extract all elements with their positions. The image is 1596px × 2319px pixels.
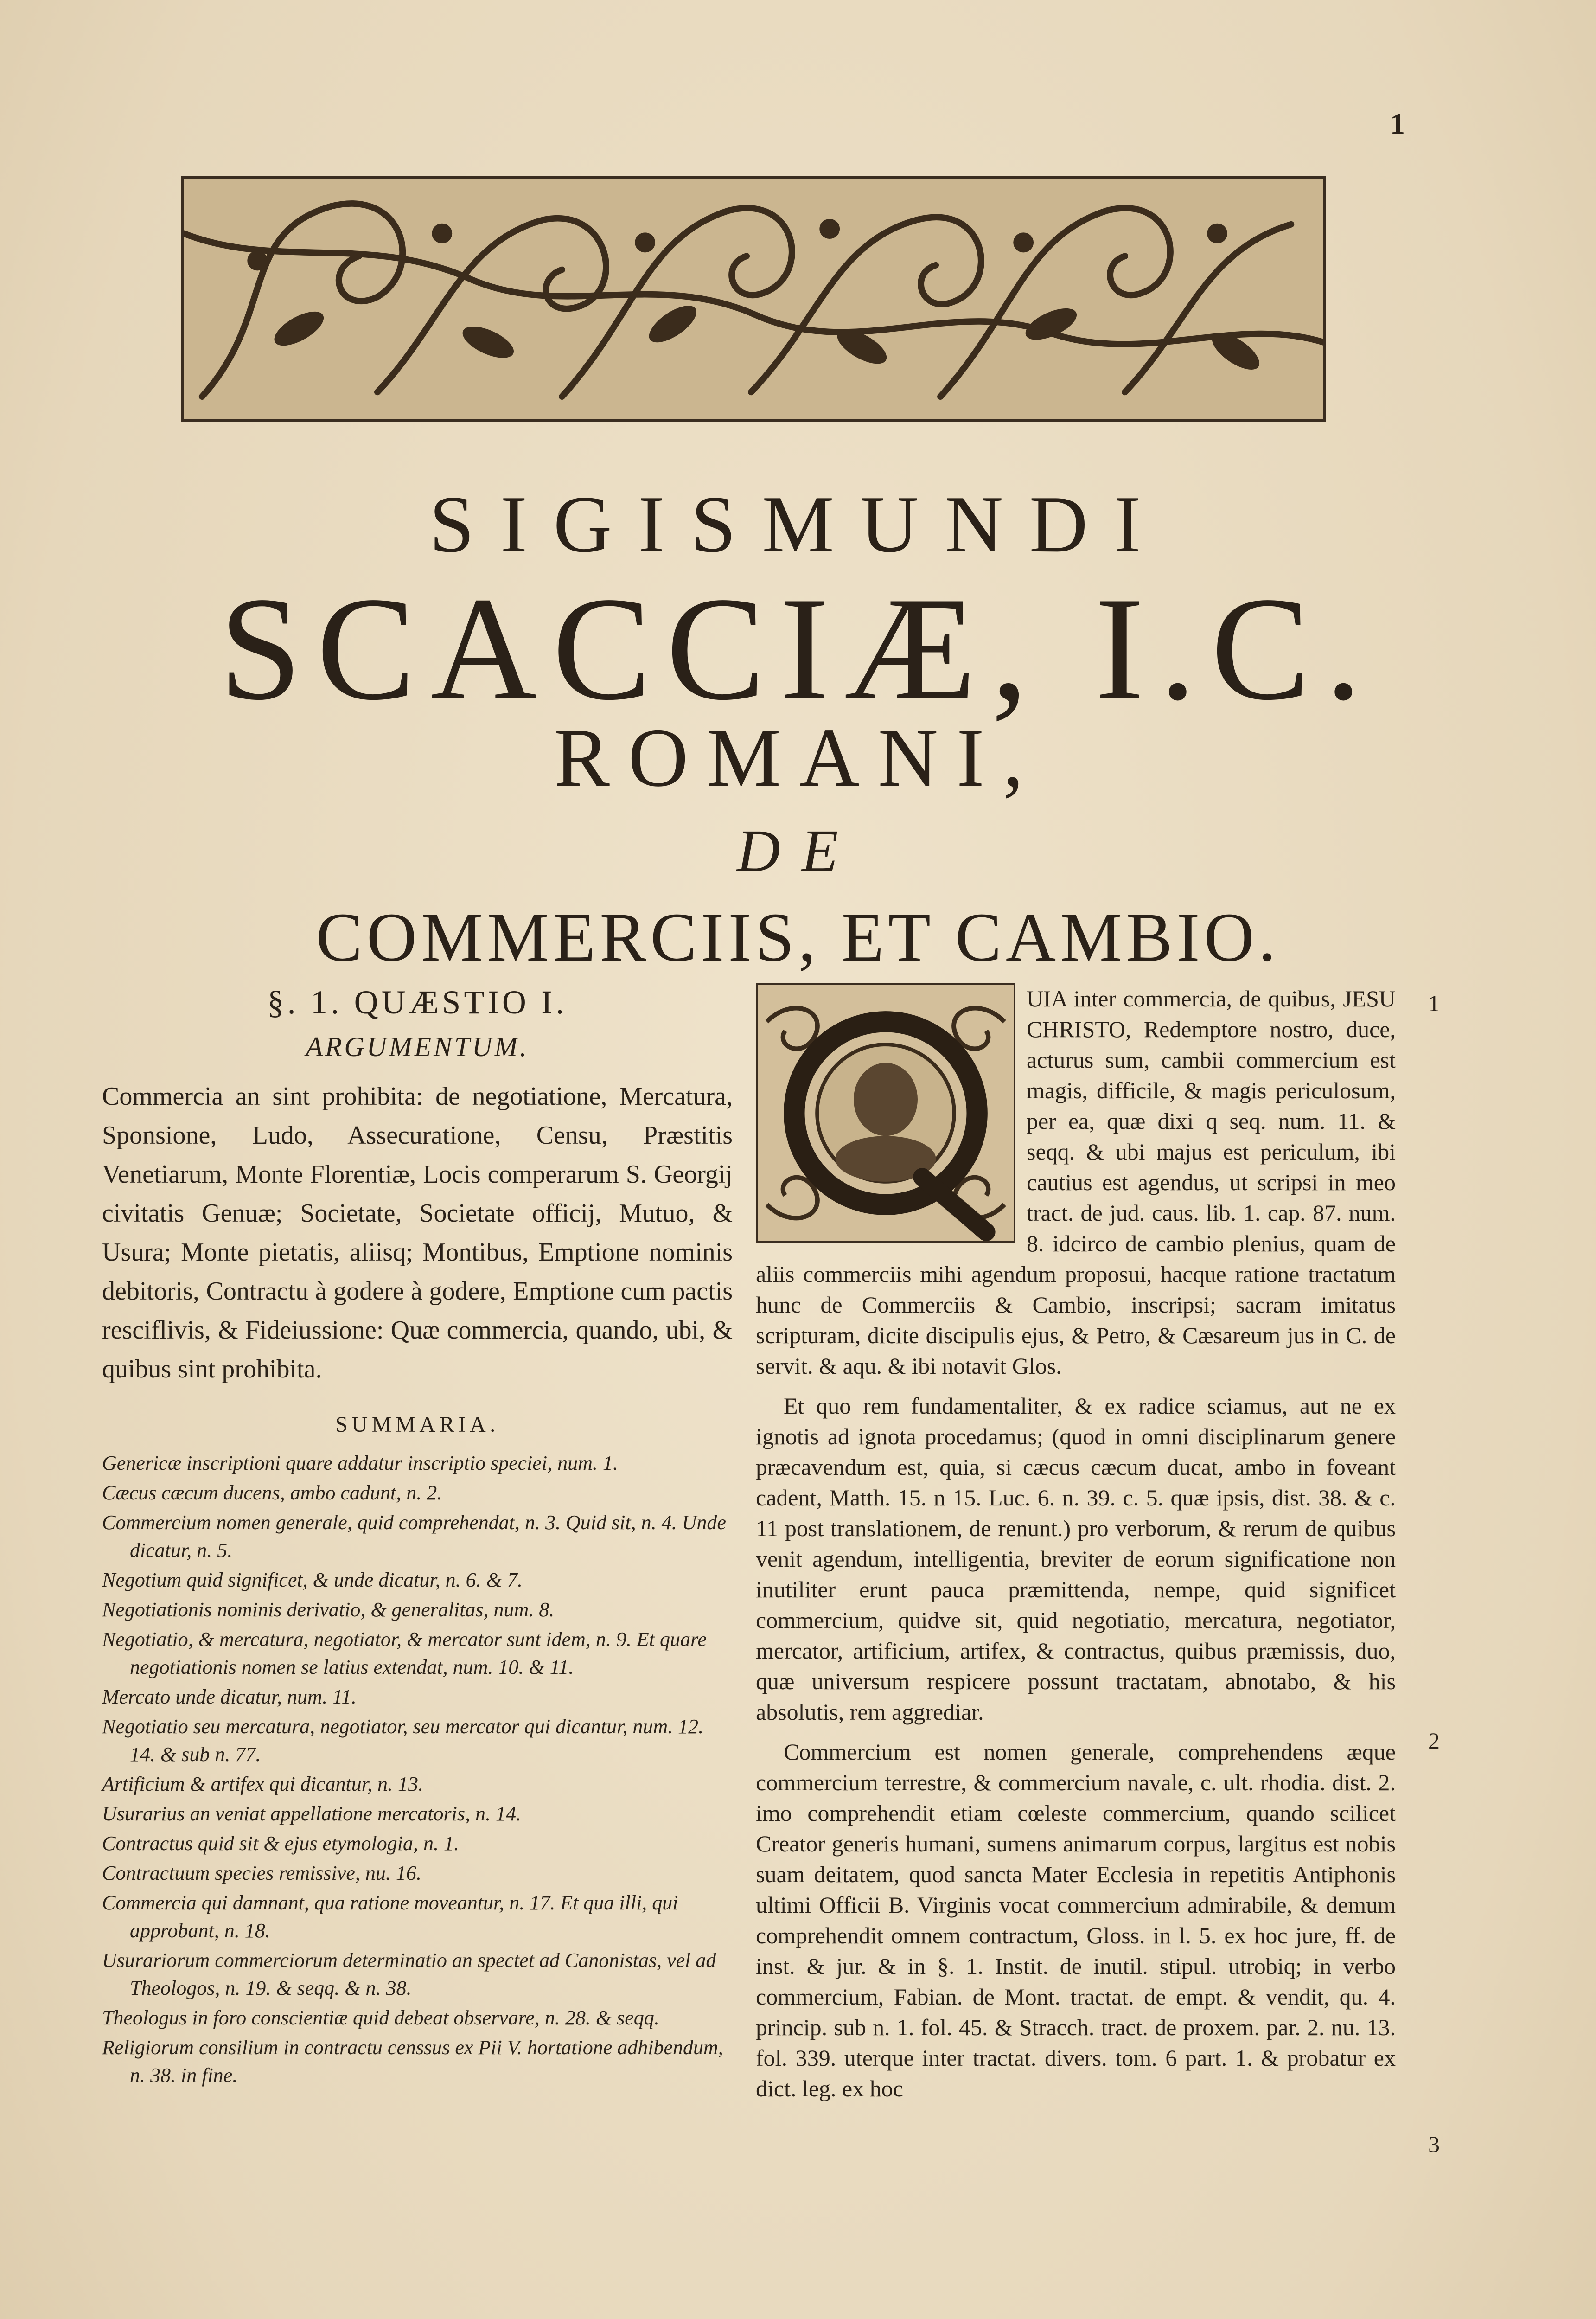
summary-item: Usurariorum commerciorum determinatio an spectet ad Canonistas, vel ad Theologos, n. 19. & seqq. & n. 38. <box>102 1949 716 1999</box>
title-line-3: ROMANI, <box>554 711 1042 804</box>
summary-item: Negotiatio, & mercatura, negotiator, & mercator sunt idem, n. 9. Et quare negotiationis nomen se latius extendat, num. 10. & 11. <box>102 1628 707 1678</box>
title-work-name: COMMERCIIS, ET CAMBIO. <box>316 899 1280 976</box>
summary-item: Genericæ inscriptioni quare addatur inscriptio speciei, num. 1. <box>102 1452 618 1474</box>
summaria-heading: SUMMARIA. <box>335 1412 499 1437</box>
argument-heading: ARGUMENTUM. <box>306 1031 529 1062</box>
summary-item: Theologus in foro conscientiæ quid debeat observare, n. 28. & seqq. <box>102 2006 659 2029</box>
body-paragraph-3: Commercium est nomen generale, comprehendens æque commercium terrestre, & commercium navale, c. ult. rhodia. dist. 2. imo comprehendit etiam cœleste commercium, quando scilicet Creator generis humani, sumens animarum corpus, largitus est nobis suam deitatem, quod sancta Mater Ecclesia in repetitis Antiphonis ultimi Officii B. Virginis vocat commercium admirabile, & demum comprehendit omnem contractum, Gloss. in l. 5. ex hoc jure, ff. de inst. & jur. & in §. 1. Instit. de inutil. stipul. utrobiq; in verbo commercium, Fabian. de Mont. tractat. de empt. & vendit, qu. 4. princip. sub n. 1. fol. 45. & Stracch. tract. de proxem. par. 2. nu. 13. fol. 339. uterque inter tractat. divers. tom. 6 part. 1. & probatur ex dict. leg. ex hoc <box>756 1739 1396 2101</box>
page-number: 1 <box>1390 107 1405 140</box>
summary-item: Commercium nomen generale, quid comprehendat, n. 3. Quid sit, n. 4. Unde dicatur, n. 5. <box>102 1511 726 1562</box>
summary-item: Mercato unde dicatur, num. 11. <box>102 1685 357 1708</box>
summary-item: Negotiationis nominis derivatio, & generalitas, num. 8. <box>102 1598 555 1621</box>
body-paragraph-1: UIA inter commercia, de quibus, JESU CHRISTO, Redemptore nostro, duce, acturus sum, cambii commercium est magis, difficile, & magis periculosum, per ea, quæ dixi q seq. num. 11. & seqq. & ubi majus est periculum, ibi cautius est agendus, ut scripsi in meo tract. de jud. caus. lib. 1. cap. 87. num. 8. idcirco de cambio plenius, quam de aliis commerciis mihi agendum proposui, hacque ratione tractatum hunc de Commerciis & Cambio, inscripsi; sacram imitatus scripturam, dicite discipulis ejus, & Petro, & Cæsareum jus in C. de servit. & aqu. & ibi notavit Glos. <box>756 986 1396 1379</box>
argument-text: Commercia an sint prohibita: de negotiatione, Mercatura, Sponsione, Ludo, Assecuratione, Censu, Præstitis Venetiarum, Monte Florentiæ, Locis comperarum S. Georgij civitatis Genuæ; Societate, Societate officij, Mutuo, & Usura; Monte pietatis, aliisq; Montibus, Emptione nominis debitoris, Contractu à godere à godere, Emptione cum pactis resciflivis, & Fideiussione: Quæ commercia, quando, ubi, & quibus sint prohibita. <box>102 1082 733 1384</box>
margin-number: 3 <box>1428 2131 1440 2157</box>
summary-item: Usurarius an veniat appellatione mercatoris, n. 14. <box>102 1802 521 1825</box>
margin-number: 1 <box>1428 990 1440 1016</box>
summary-item: Artificium & artifex qui dicantur, n. 13. <box>102 1773 423 1795</box>
summary-item: Negotium quid significet, & unde dicatur, n. 6. & 7. <box>102 1569 523 1591</box>
right-column <box>756 983 1440 2157</box>
foliage-ornament-icon <box>184 179 1323 419</box>
summary-item: Contractus quid sit & ejus etymologia, n. 1. <box>102 1832 459 1855</box>
body-paragraph-2: Et quo rem fundamentaliter, & ex radice sciamus, aut ne ex ignotis ad ignota procedamus; (quod in omni disciplinarum genere præcavendum est, quia, si cæcus cæcum ducat, ambo in foveant cadent, Matth. 15. n 15. Luc. 6. n. 39. c. 5. quæ ipsis, dist. 38. & c. 11 post translationem, de renunt.) pro verborum, & rerum de quibus venit agendum, intelligentia, breviter de eorum significatione non inutiliter erunt pauca præmittenda, nempe, quid significet commercium, quidve sit, quid negotiatio, mercatura, negotiator, mercator, artificium, artifex, & contractus, quibus præmissis, duo, quæ universum respicere possunt tractatam, abnotabo, & his absolutis, rem aggrediar. <box>756 1393 1396 1725</box>
summary-item: Religiorum consilium in contractu censsus ex Pii V. hortatione adhibendum, n. 38. in fine. <box>102 2036 723 2087</box>
section-heading: §. 1. QUÆSTIO I. <box>267 984 568 1021</box>
title-author-name: SCACCIÆ, I.C. <box>219 567 1377 731</box>
margin-number: 2 <box>1428 1728 1440 1754</box>
left-column <box>102 983 733 2091</box>
summary-item: Contractuum species remissive, nu. 16. <box>102 1862 421 1884</box>
ornamental-headpiece <box>181 176 1326 422</box>
summary-item: Cæcus cæcum ducens, ambo cadunt, n. 2. <box>102 1481 442 1504</box>
title-line-4: DE <box>736 818 860 884</box>
summary-item: Commercia qui damnant, qua ratione moveantur, n. 17. Et qua illi, qui approbant, n. 18. <box>102 1891 678 1942</box>
summary-list <box>102 1449 733 2089</box>
summary-item: Negotiatio seu mercatura, negotiator, seu mercator qui dicantur, num. 12. 14. & sub n. 77. <box>102 1715 704 1766</box>
title-line-1: SIGISMUNDI <box>429 479 1167 569</box>
